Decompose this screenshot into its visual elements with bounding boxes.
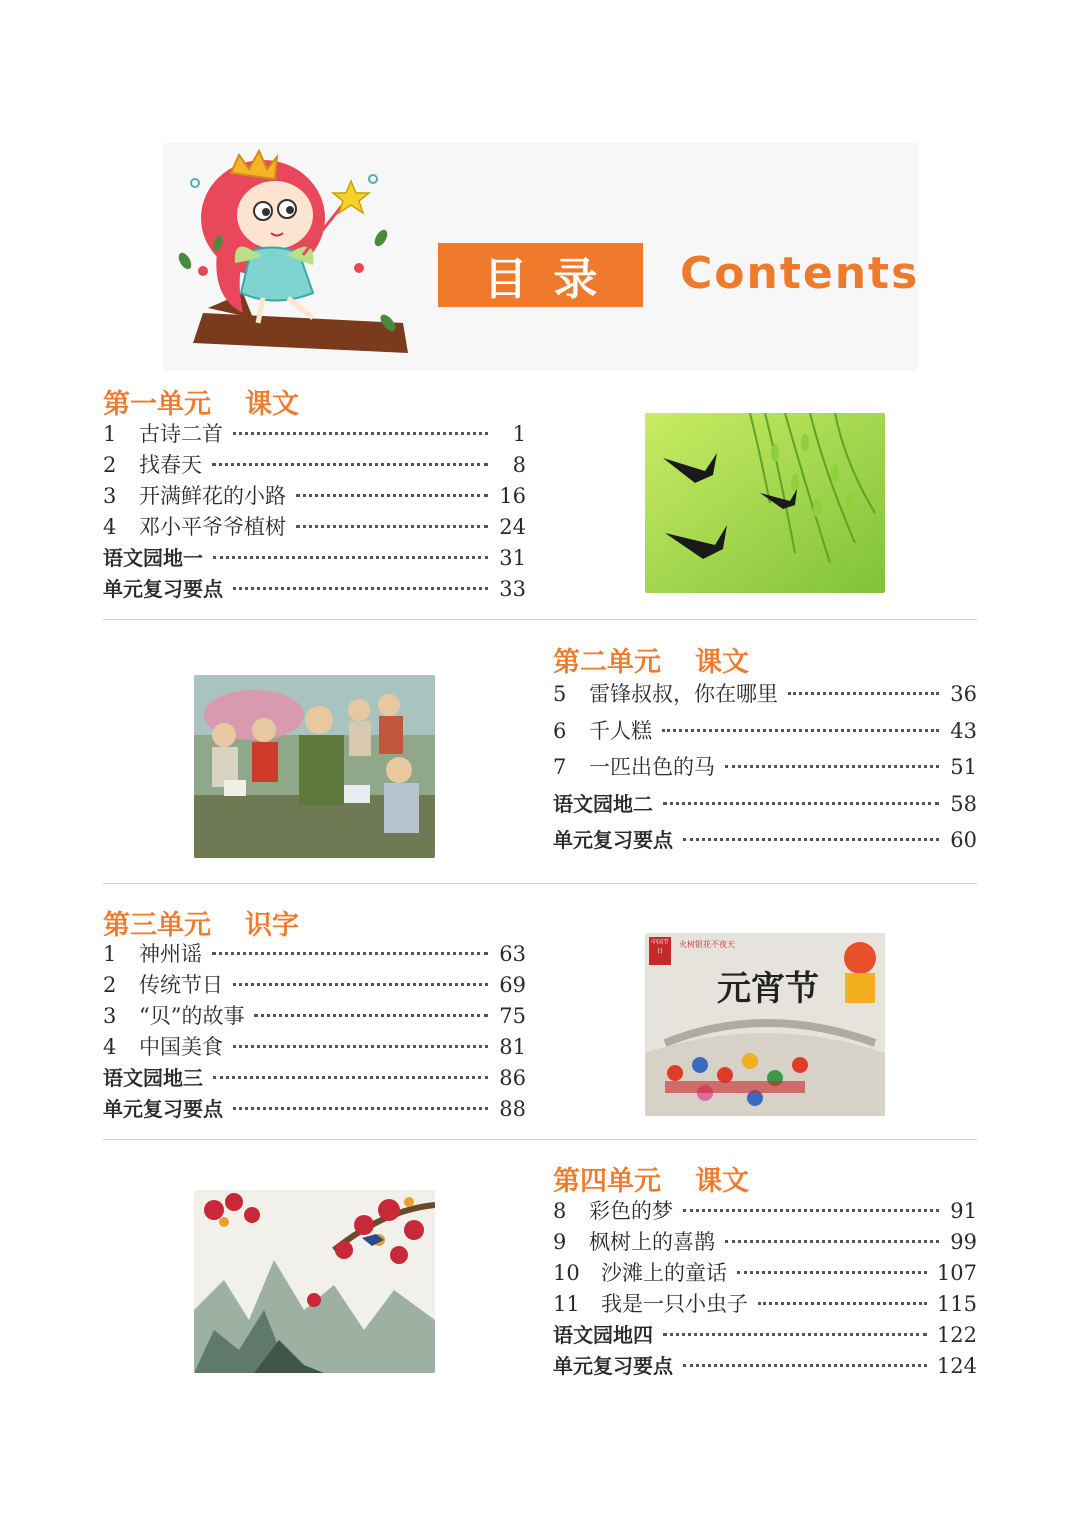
- toc-item[interactable]: [103, 418, 526, 449]
- section-divider: [103, 883, 977, 884]
- leader-dots: [683, 838, 939, 841]
- unit-3-heading: [103, 903, 299, 942]
- item-title: 雷锋叔叔，你在哪里: [589, 682, 778, 706]
- toc-item[interactable]: [553, 824, 977, 861]
- item-page: 69: [499, 973, 526, 997]
- toc-item[interactable]: [553, 678, 977, 715]
- leader-dots: [662, 729, 939, 732]
- item-title: 我是一只小虫子: [601, 1292, 748, 1316]
- toc-item[interactable]: [103, 1093, 526, 1124]
- maple-magpie-landscape-painting: [194, 1190, 435, 1373]
- toc-item[interactable]: [103, 1062, 526, 1093]
- page-title-zh: 目录: [483, 254, 624, 305]
- item-title: 千人糕: [589, 718, 652, 743]
- item-page: 75: [499, 1004, 526, 1028]
- item-title: 一匹出色的马: [589, 755, 715, 779]
- item-number: 2: [103, 453, 117, 477]
- item-title: 枫树上的喜鹊: [589, 1230, 715, 1254]
- leader-dots: [725, 765, 939, 768]
- item-number: 4: [103, 1035, 117, 1059]
- item-page: 43: [950, 718, 977, 743]
- item-number: 5: [553, 682, 567, 706]
- leader-dots: [233, 432, 488, 435]
- toc-item[interactable]: [553, 1319, 977, 1350]
- item-page: 33: [499, 577, 526, 601]
- item-title: 邓小平爷爷植树: [139, 515, 286, 539]
- book-heading: 元宵节: [717, 969, 819, 1009]
- item-number: 1: [103, 942, 117, 966]
- leader-dots: [725, 1240, 939, 1243]
- book-badge: 中国节日: [649, 937, 671, 965]
- item-number: 6: [553, 718, 567, 743]
- item-title: 找春天: [139, 453, 202, 477]
- item-number: 2: [103, 973, 117, 997]
- item-page: 115: [936, 1292, 977, 1316]
- toc-item[interactable]: [103, 1031, 526, 1062]
- leader-dots: [683, 1209, 939, 1212]
- toc-item[interactable]: [103, 969, 526, 1000]
- toc-item[interactable]: [553, 788, 977, 825]
- item-title: 古诗二首: [139, 422, 223, 446]
- item-page: 60: [950, 828, 977, 852]
- item-title: 单元复习要点: [103, 1097, 223, 1121]
- unit-type: 课文: [695, 647, 749, 678]
- item-title: “贝”的故事: [139, 1004, 245, 1028]
- item-page: 8: [512, 453, 526, 477]
- leader-dots: [233, 983, 488, 986]
- item-title: 沙滩上的童话: [601, 1261, 727, 1285]
- item-number: 10: [553, 1261, 580, 1285]
- toc-item[interactable]: [103, 542, 526, 573]
- item-number: 7: [553, 755, 567, 779]
- item-title: 单元复习要点: [553, 828, 673, 852]
- item-title: 语文园地二: [553, 791, 653, 816]
- leader-dots: [296, 494, 488, 497]
- toc-item[interactable]: [553, 1350, 977, 1381]
- unit-name: 第一单元: [103, 389, 211, 420]
- leader-dots: [213, 556, 488, 559]
- item-title: 开满鲜花的小路: [139, 484, 286, 508]
- item-page: 16: [499, 484, 526, 508]
- leader-dots: [212, 463, 488, 466]
- unit-2-list: [553, 678, 977, 861]
- toc-item[interactable]: [553, 1288, 977, 1319]
- item-page: 81: [499, 1035, 526, 1059]
- leader-dots: [663, 1333, 927, 1336]
- toc-item[interactable]: [553, 751, 977, 788]
- book-banner: 火树银花不夜天: [679, 940, 735, 949]
- toc-item[interactable]: [103, 480, 526, 511]
- fairy-girl-illustration: [163, 143, 423, 371]
- page-title-en: Contents: [680, 248, 920, 299]
- item-page: 63: [499, 942, 526, 966]
- title-banner: [438, 243, 643, 307]
- toc-item[interactable]: [553, 715, 977, 752]
- item-number: 4: [103, 515, 117, 539]
- unit-type: 课文: [695, 1166, 749, 1197]
- item-number: 3: [103, 484, 117, 508]
- leader-dots: [296, 525, 488, 528]
- item-page: 36: [950, 682, 977, 706]
- toc-item[interactable]: [553, 1257, 977, 1288]
- unit-name: 第二单元: [553, 647, 661, 678]
- item-page: 124: [936, 1354, 977, 1378]
- toc-item[interactable]: [103, 938, 526, 969]
- unit-3-list: [103, 938, 526, 1124]
- leader-dots: [758, 1302, 927, 1305]
- item-page: 91: [950, 1199, 977, 1223]
- section-divider: [103, 1139, 977, 1140]
- item-number: 11: [553, 1292, 580, 1316]
- item-number: 3: [103, 1004, 117, 1028]
- unit-1-heading: [103, 382, 299, 421]
- lei-feng-children-painting: [194, 675, 435, 858]
- unit-1-list: [103, 418, 526, 604]
- toc-item[interactable]: [553, 1195, 977, 1226]
- leader-dots: [212, 952, 488, 955]
- leader-dots: [233, 1045, 488, 1048]
- item-title: 彩色的梦: [589, 1199, 673, 1223]
- toc-item[interactable]: [553, 1226, 977, 1257]
- item-page: 24: [499, 515, 526, 539]
- item-number: 9: [553, 1230, 567, 1254]
- item-page: 1: [512, 422, 526, 446]
- item-title: 单元复习要点: [553, 1354, 673, 1378]
- item-page: 88: [499, 1097, 526, 1121]
- toc-item[interactable]: [103, 573, 526, 604]
- item-title: 语文园地四: [553, 1323, 653, 1347]
- leader-dots: [233, 1107, 488, 1110]
- toc-item[interactable]: [103, 1000, 526, 1031]
- item-page: 107: [936, 1261, 977, 1285]
- leader-dots: [788, 692, 939, 695]
- item-page: 51: [950, 755, 977, 779]
- swallows-willow-illustration: [645, 413, 885, 593]
- item-title: 神州谣: [139, 942, 202, 966]
- item-title: 语文园地一: [103, 546, 203, 570]
- unit-name: 第三单元: [103, 910, 211, 941]
- item-page: 99: [950, 1230, 977, 1254]
- unit-4-heading: [553, 1159, 749, 1198]
- item-page: 122: [936, 1323, 977, 1347]
- section-divider: [103, 619, 977, 620]
- unit-2-heading: [553, 640, 749, 679]
- leader-dots: [213, 1076, 488, 1079]
- leader-dots: [663, 802, 939, 805]
- item-title: 传统节日: [139, 973, 223, 997]
- leader-dots: [233, 587, 488, 590]
- unit-name: 第四单元: [553, 1166, 661, 1197]
- toc-item[interactable]: [103, 449, 526, 480]
- leader-dots: [254, 1014, 488, 1017]
- lantern-festival-book-cover: [645, 933, 885, 1116]
- unit-type: 课文: [245, 389, 299, 420]
- item-number: 1: [103, 422, 117, 446]
- item-title: 中国美食: [139, 1035, 223, 1059]
- unit-4-list: [553, 1195, 977, 1381]
- toc-item[interactable]: [103, 511, 526, 542]
- item-title: 单元复习要点: [103, 577, 223, 601]
- item-title: 语文园地三: [103, 1066, 203, 1090]
- item-page: 58: [950, 791, 977, 816]
- item-page: 86: [499, 1066, 526, 1090]
- item-page: 31: [499, 546, 526, 570]
- leader-dots: [737, 1271, 927, 1274]
- leader-dots: [683, 1364, 927, 1367]
- item-number: 8: [553, 1199, 567, 1223]
- unit-type: 识字: [245, 910, 299, 941]
